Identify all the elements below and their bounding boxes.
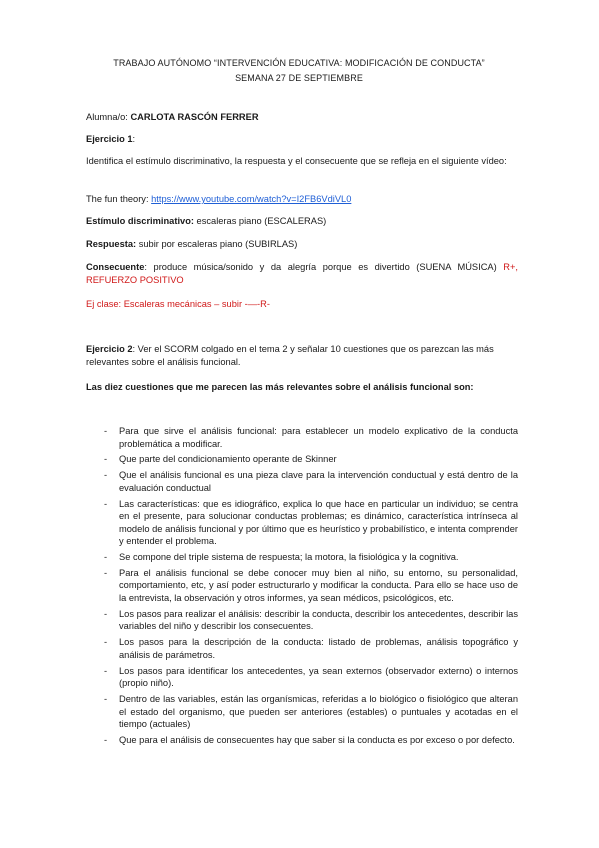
exercise-2-heading: Ejercicio 2 bbox=[86, 344, 133, 354]
bullet-dash: - bbox=[104, 426, 108, 436]
list-item bbox=[86, 498, 518, 548]
class-example-line: Ej clase: Escaleras mecánicas – subir -—-R- bbox=[86, 299, 270, 309]
title-line-1: TRABAJO AUTÓNOMO “INTERVENCIÓN EDUCATIVA: MODIFICACIÓN DE CONDUCTA” bbox=[113, 58, 485, 68]
list-item bbox=[86, 608, 518, 633]
list-item-text: Las características: que es idiográfico, explica lo que hace en particular un individuo; se centra en el presente, para solucionar conductas problemas; es dinámico, característica intrínseca al modelo de análisis funcional y por último que es heurístico y probabilístico, e intenta comprender y entender el problema. bbox=[119, 498, 518, 547]
list-item bbox=[86, 693, 518, 731]
list-item-text: Se compone del triple sistema de respuesta; la motora, la fisiológica y la cognitiva. bbox=[119, 552, 459, 563]
discriminative-stimulus-label: Estímulo discriminativo: bbox=[86, 216, 194, 226]
bullet-dash: - bbox=[104, 567, 108, 578]
exercise-2-instruction bbox=[86, 343, 518, 368]
list-item-text: Que el análisis funcional es una pieza clave para la intervención conductual y está dentro de la evaluación conductual bbox=[119, 470, 518, 493]
list-item-text: Los pasos para la descripción de la conducta: listado de problemas, análisis topográfico y análisis de parámetros. bbox=[119, 637, 518, 660]
list-item-text: Que parte del condicionamiento operante de Skinner bbox=[119, 454, 337, 465]
list-item-text: Los pasos para identificar los antecedentes, ya sean externos (observador externo) o internos (propio niño). bbox=[119, 665, 518, 689]
bullet-dash: - bbox=[104, 498, 108, 509]
video-link[interactable]: https://www.youtube.com/watch?v=I2FB6VdiVL0 bbox=[151, 194, 352, 204]
exercise-2-instruction-text: : Ver el SCORM colgado en el tema 2 y señalar 10 cuestiones que os parezcan las más relevantes sobre el análisis funcional. bbox=[86, 344, 494, 367]
exercise-2-intro: Las diez cuestiones que me parecen las más relevantes sobre el análisis funcional son: bbox=[86, 382, 474, 392]
list-item bbox=[86, 425, 518, 450]
exercise-1-instruction: Identifica el estímulo discriminativo, la respuesta y el consecuente que se refleja en el siguiente vídeo: bbox=[86, 156, 507, 166]
exercise-1-heading bbox=[86, 133, 518, 146]
list-item-text: Dentro de las variables, están las organísmicas, referidas a lo biológico o fisiológico que alteran el estado del organismo, que pueden ser anteriores (estables) o puntuales y acotadas en el tiempo (actuales) bbox=[119, 693, 518, 730]
bullet-dash: - bbox=[104, 454, 108, 465]
consequent-reinforcement: R+, REFUERZO POSITIVO bbox=[86, 262, 518, 285]
exercise-1-heading-colon: : bbox=[132, 134, 136, 144]
response-label: Respuesta: bbox=[86, 239, 137, 249]
student-line bbox=[86, 111, 518, 124]
list-item bbox=[86, 469, 518, 494]
discriminative-stimulus-line bbox=[86, 215, 518, 228]
analysis-points bbox=[86, 425, 518, 750]
student-name: CARLOTA RASCÓN FERRER bbox=[130, 112, 259, 122]
student-label: Alumna/o: bbox=[86, 112, 131, 122]
title-line-2: SEMANA 27 DE SEPTIEMBRE bbox=[235, 72, 363, 83]
list-item-text: Los pasos para realizar el análisis: describir la conducta, describir los antecedentes, describir las variables del niño y describir los consecuentes. bbox=[119, 608, 518, 632]
list-item-text: Para el análisis funcional se debe conocer muy bien al niño, su entorno, su personalidad, comportamiento, etc, y así poder estructurarlo y modificar la conducta. Para ello se hace uso de la entrevista, la observación y otros informes, ya sean médicos, psicológicos, etc. bbox=[119, 567, 518, 604]
bullet-dash: - bbox=[104, 608, 108, 619]
discriminative-stimulus-value: escaleras piano (ESCALERAS) bbox=[193, 216, 327, 226]
video-label: The fun theory: bbox=[86, 194, 152, 204]
list-item bbox=[86, 567, 518, 605]
consequent-line bbox=[86, 261, 518, 286]
bullet-dash: - bbox=[104, 693, 108, 704]
response-value: subir por escaleras piano (SUBIRLAS) bbox=[136, 239, 298, 249]
bullet-dash: - bbox=[104, 665, 108, 676]
video-line bbox=[86, 193, 518, 206]
bullet-dash: - bbox=[104, 470, 108, 481]
consequent-value: : produce música/sonido y da alegría porque es divertido (SUENA MÚSICA) bbox=[144, 262, 504, 272]
list-item bbox=[86, 734, 518, 747]
list-item-text: Para que sirve el análisis funcional: para establecer un modelo explicativo de la conducta problemática a modificar. bbox=[119, 426, 518, 449]
list-item bbox=[86, 636, 518, 661]
list-item bbox=[86, 551, 518, 564]
list-item bbox=[86, 665, 518, 690]
bullet-dash: - bbox=[104, 734, 108, 745]
exercise-1-heading-text: Ejercicio 1 bbox=[86, 134, 133, 144]
consequent-label: Consecuente bbox=[86, 262, 145, 272]
analysis-points-list bbox=[86, 425, 518, 747]
list-item bbox=[86, 453, 518, 466]
list-item-text: Que para el análisis de consecuentes hay que saber si la conducta es por exceso o por defecto. bbox=[119, 734, 515, 745]
response-line bbox=[86, 238, 518, 251]
document-title bbox=[83, 57, 515, 84]
bullet-dash: - bbox=[104, 552, 108, 563]
bullet-dash: - bbox=[104, 637, 108, 648]
